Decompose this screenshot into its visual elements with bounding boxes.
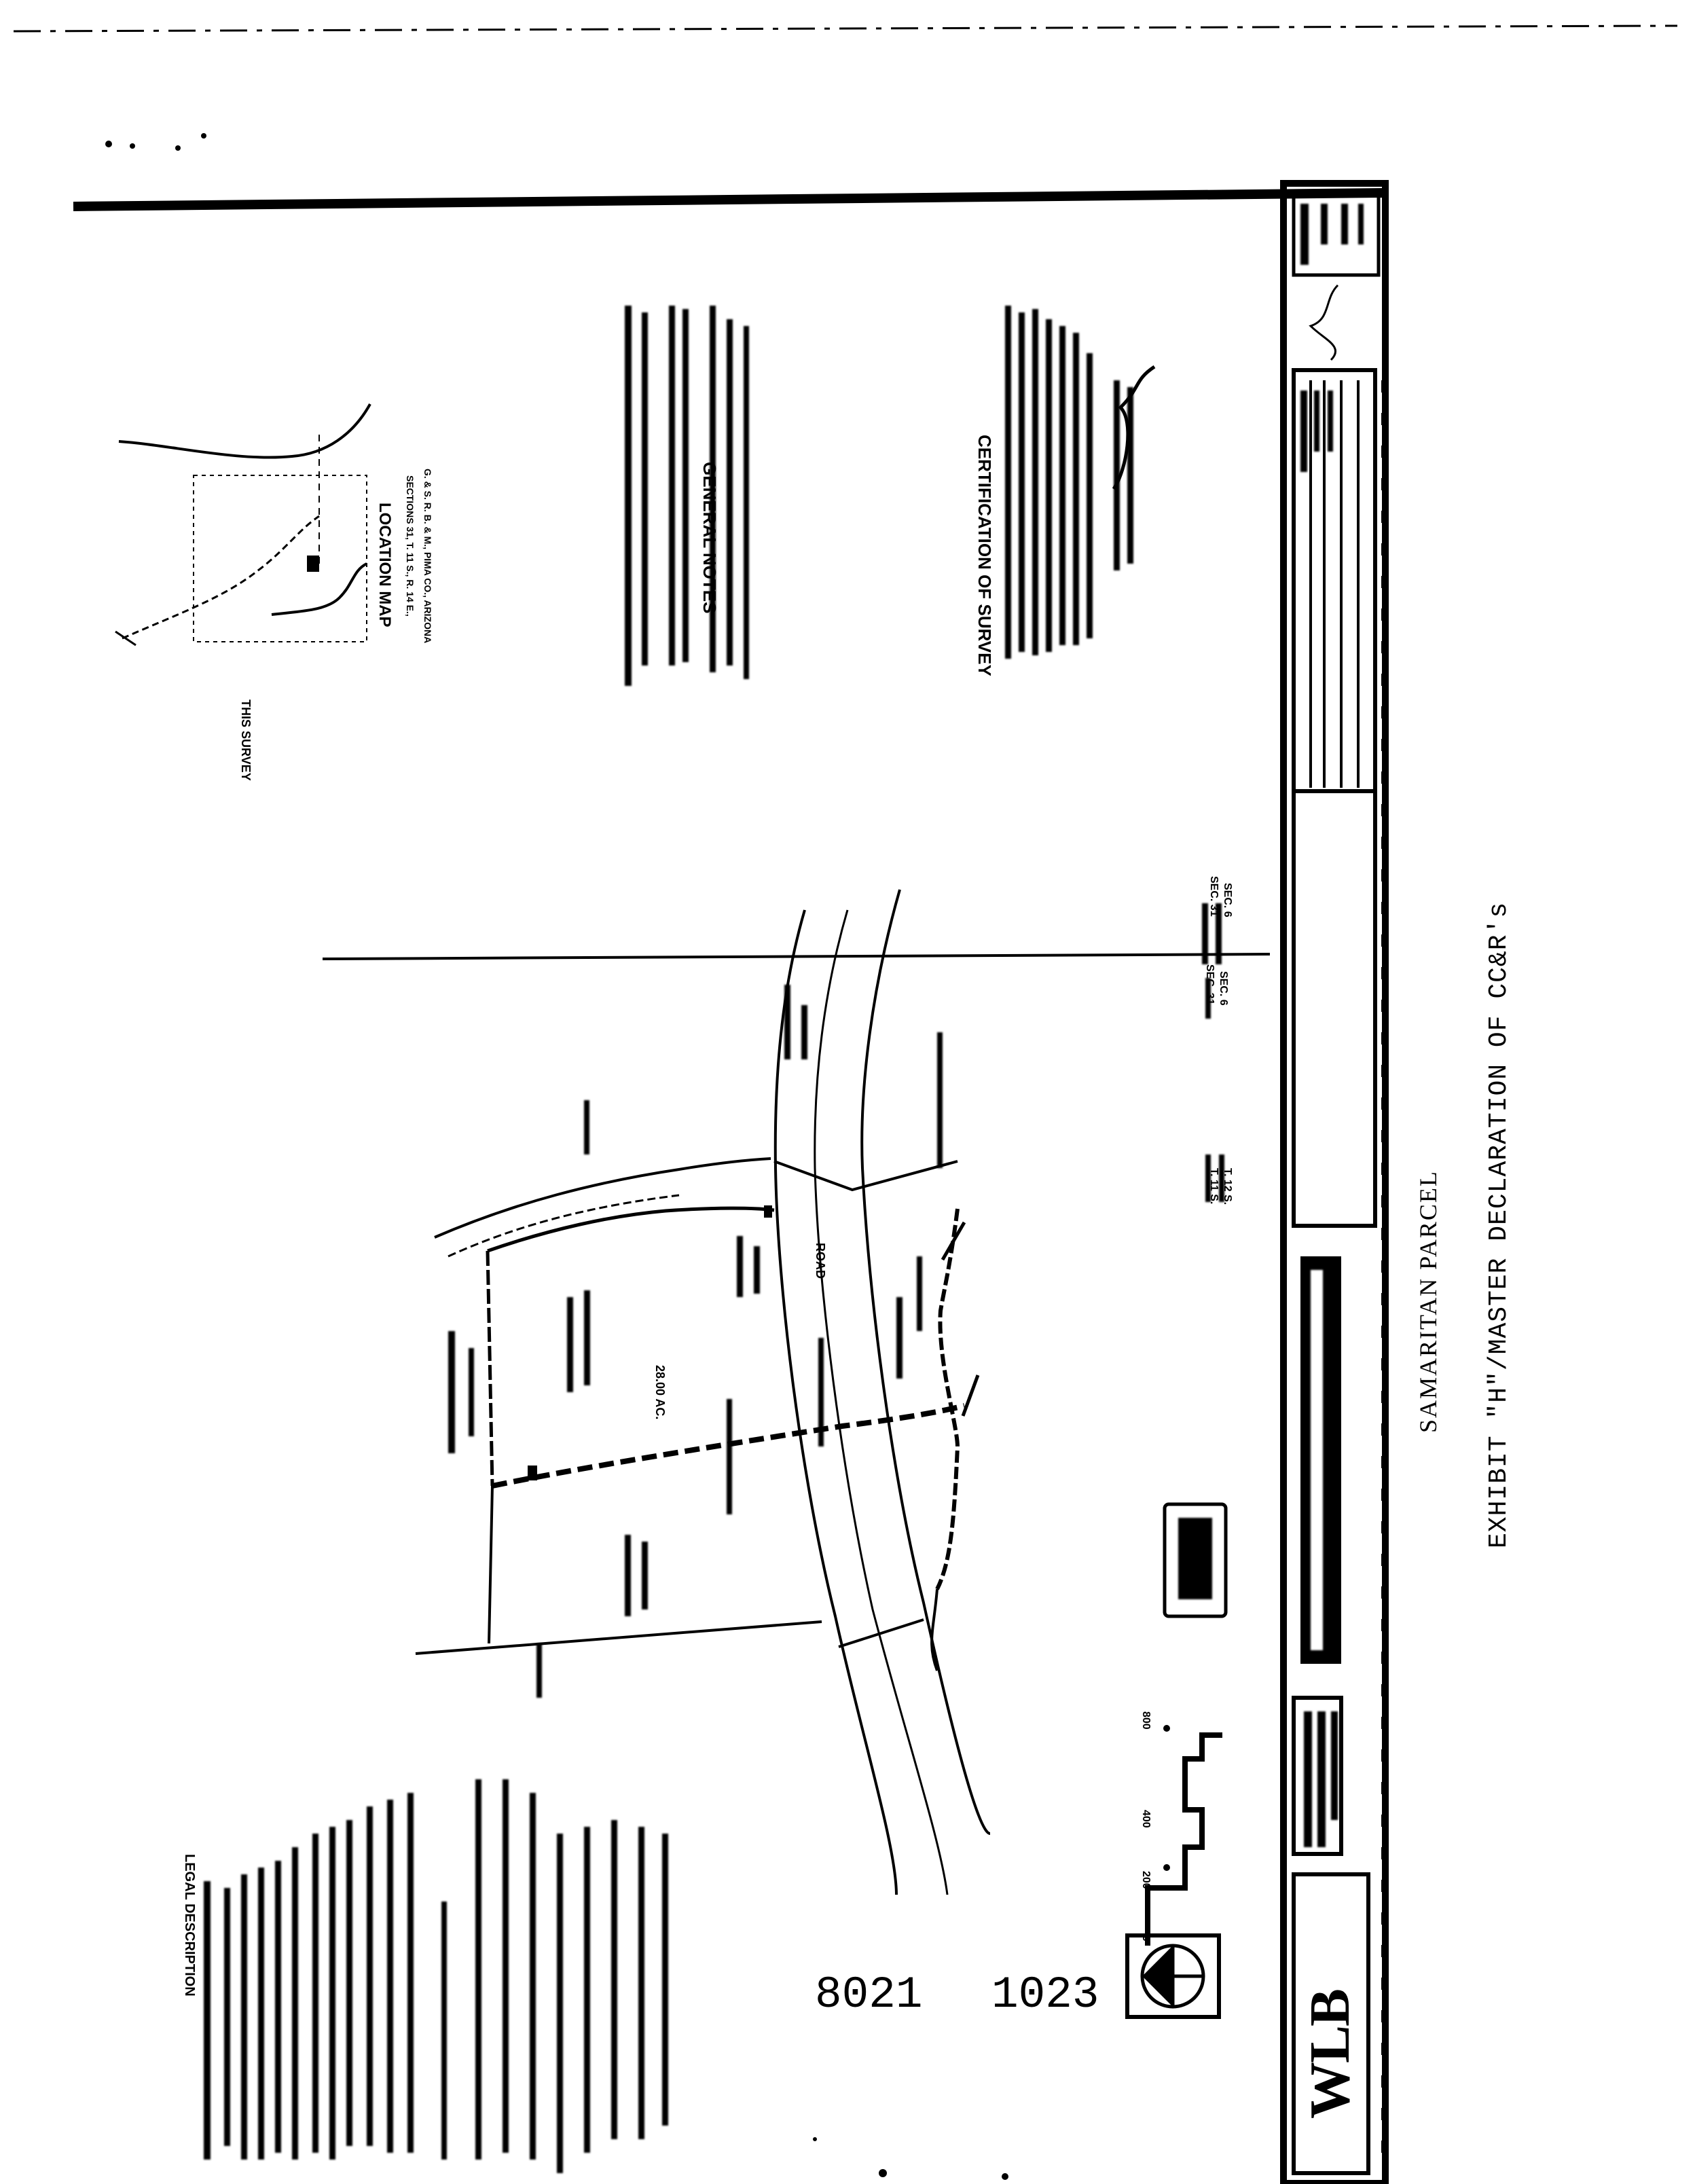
legal-description-body [204,1779,668,2173]
section-label-bottom-2: SEC. 6 [1218,971,1229,1006]
scan-edge-line [14,26,1677,31]
parcel-boundary [435,1159,978,1671]
scale-label-200: 200 [1140,1871,1152,1889]
sheet-border-top [73,193,1384,206]
parcel-west-line-south [489,1486,492,1643]
general-notes-title: GENERAL NOTES [699,462,720,614]
section-label-top-1: SEC. 31 [1208,876,1220,917]
site-stamp-mark [1178,1518,1212,1599]
parcel-area-label: 28.00 AC. [653,1365,667,1420]
parcel-west-line [488,1251,492,1486]
township-label-1: T. 11 S. [1208,1168,1220,1205]
this-survey-label: THIS SURVEY [239,699,253,781]
road [776,890,990,1895]
section-label-top-2: SEC. 6 [1222,883,1233,917]
survey-leader [963,1375,978,1416]
recording-page: 1023 [991,1969,1099,2020]
location-map [115,404,370,645]
easement-line-north [435,1159,771,1237]
township-label-2: T. 12 S. [1222,1168,1233,1205]
site-stamp [1165,1504,1226,1616]
location-map-frame [194,475,367,642]
plan-annotations [448,903,1224,1698]
section-line-bottom [416,1622,822,1654]
legal-description-title: LEGAL DESCRIPTION [182,1854,197,1997]
location-map-subtitle-2: G. & S. R. B. & M., PIMA CO., ARIZONA [422,469,433,644]
location-map-title: LOCATION MAP [376,503,394,627]
location-map-road [119,404,370,458]
location-map-subtitle-1: SECTIONS 31, T. 11 S., R. 14 E., [405,475,416,617]
road-label: ROAD [814,1243,827,1279]
section-label-bottom-1: SEC. 31 [1204,964,1216,1005]
scale-label-0: 0 [1140,1935,1152,1942]
recording-book: 8021 [815,1969,923,2020]
road-centerline [815,910,947,1895]
monument-marker [528,1466,537,1480]
location-map-road [122,516,319,638]
road-edge-east [862,890,990,1834]
monument-marker [764,1205,772,1218]
parcel-east-line [937,1209,958,1589]
firm-logo: WLB [1298,1989,1362,2119]
easement-line-inner [448,1195,679,1256]
north-arrow-icon [1127,1935,1219,2017]
parcel-north-line [488,1208,774,1251]
scale-label-400: 400 [1140,1810,1152,1828]
title-block-signature [1311,285,1338,360]
scale-label-800: 800 [1140,1711,1152,1730]
graphic-scale [1148,1725,1222,1946]
certification-title: CERTIFICATION OF SURVEY [974,435,995,676]
parcel-northeast-line [774,1161,958,1190]
section-line-top [323,954,1270,959]
location-map-site-marker [307,556,319,572]
certification-body [1005,306,1133,659]
general-notes-body [625,306,749,686]
title-block-main-box [1294,791,1375,1226]
project-title: SAMARITAN PARCEL [1415,1170,1442,1433]
exhibit-title: EXHIBIT "H"/MASTER DECLARATION OF CC&R's [1484,901,1514,1548]
